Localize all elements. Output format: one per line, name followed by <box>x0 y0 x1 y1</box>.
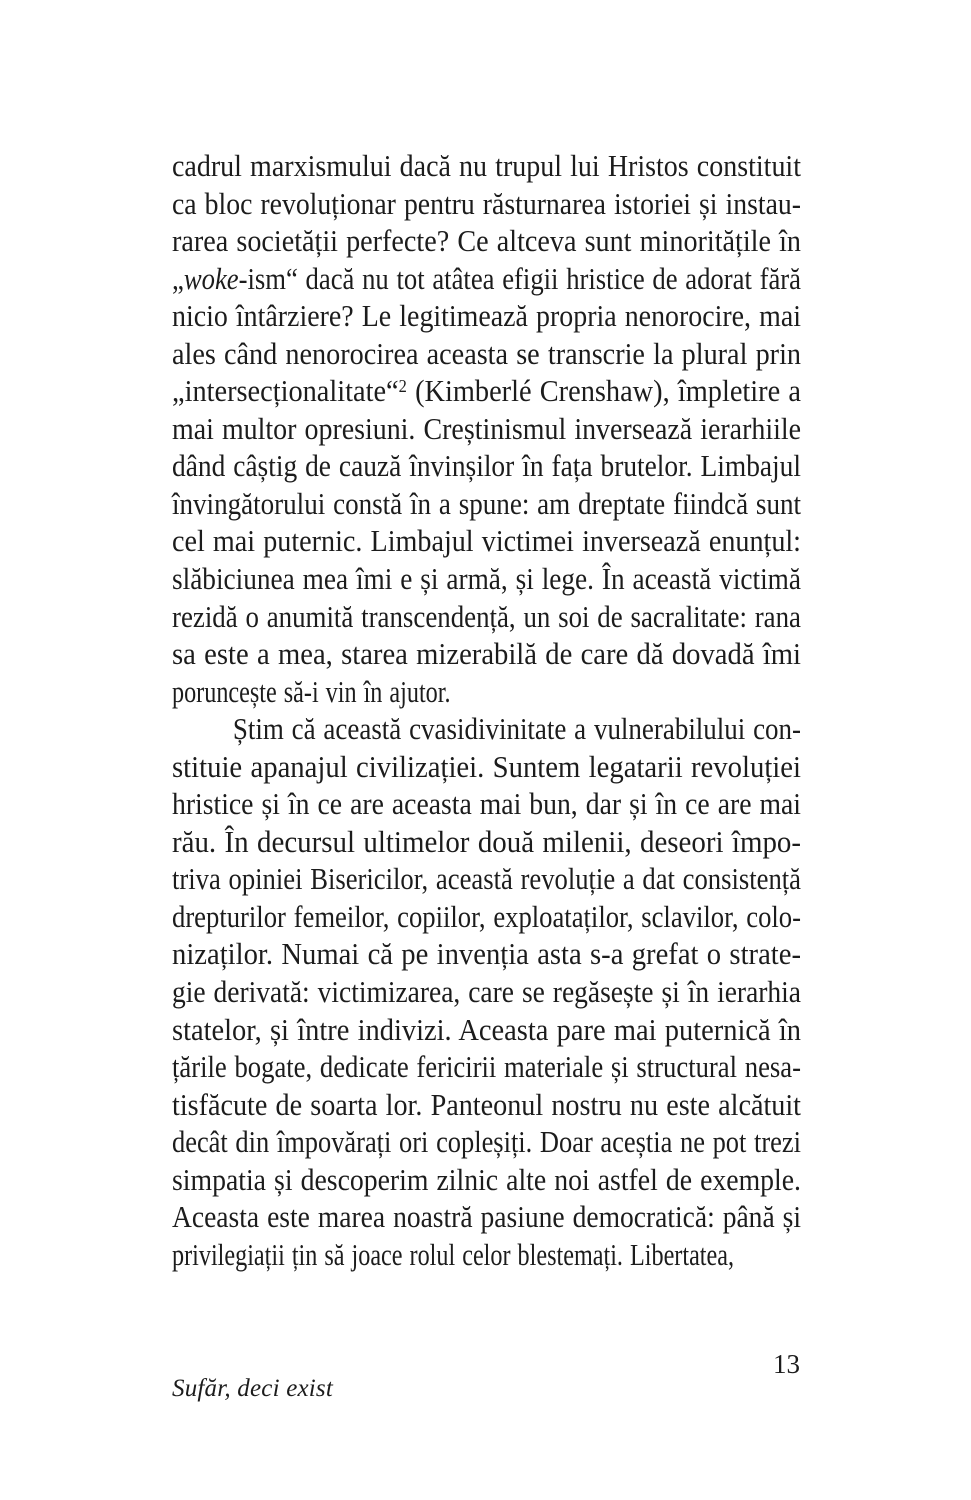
text-line: decât din împovărați ori copleșiți. Doar aceștia ne pot trezi <box>172 1124 801 1160</box>
text-line: tisfăcute de soarta lor. Panteonul nostru nu este alcătuit <box>172 1086 801 1122</box>
text-line: rarea societății perfecte? Ce altceva sunt minoritățile în <box>172 223 801 259</box>
text-line: ales când nenorocirea aceasta se transcrie la plural prin <box>172 335 801 371</box>
text-line: simpatia și descoperim zilnic alte noi astfel de exemple. <box>172 1161 801 1197</box>
paragraph <box>172 147 801 710</box>
text-line: poruncește să-i vin în ajutor. <box>172 673 451 709</box>
text-line: slăbiciunea mea îmi e și armă, și lege. În această victimă <box>172 561 801 597</box>
text-line: privilegiații țin să joace rolul celor blestemați. Libertatea, <box>172 1236 735 1272</box>
text-line: drepturilor femeilor, copiilor, exploataților, sclavilor, colo- <box>172 898 801 934</box>
text-line: gie derivată: victimizarea, care se regăsește și în ierarhia <box>172 974 801 1010</box>
text-line: nizaților. Numai că pe invenția asta s-a grefat o strate- <box>172 936 801 972</box>
body-text <box>172 147 801 1273</box>
text-line: Știm că această cvasidivinitate a vulnerabilului con- <box>172 710 801 748</box>
text-line: triva opiniei Bisericilor, această revoluție a dat consistență <box>172 861 801 897</box>
footnote-reference: 2 <box>398 376 407 397</box>
text-line: hristice și în ce are aceasta mai bun, dar și în ce are mai <box>172 786 801 822</box>
text-line: rău. În decursul ultimelor două milenii, deseori împo- <box>172 823 801 859</box>
running-title: Sufăr, deci exist <box>172 1375 334 1402</box>
text-line: învingătorului constă în a spune: am dreptate fiindcă sunt <box>172 485 801 521</box>
text-line: Aceasta este marea noastră pasiune democratică: până și <box>172 1199 801 1235</box>
text-line: mai multor opresiuni. Creștinismul inversează ierarhiile <box>172 410 801 446</box>
text-line: nicio întârziere? Le legitimează propria nenorocire, mai <box>172 298 801 334</box>
text-line: cadrul marxismului dacă nu trupul lui Hristos constituit <box>172 148 801 183</box>
text-line: rezidă o anumită transcendență, un soi de sacralitate: rana <box>172 598 801 634</box>
paragraph <box>172 710 801 1273</box>
text-line: „intersecționalitate“$^2$ (Kimberlé Crenshaw), împletire a <box>172 373 801 409</box>
text-line: statelor, și între indivizi. Aceasta pare mai puternică în <box>172 1011 801 1047</box>
text-line: „woke-ism“ dacă nu tot atâtea efigii hristice de adorat fără <box>172 260 801 296</box>
text-line: sa este a mea, starea mizerabilă de care dă dovadă îmi <box>172 636 801 672</box>
text-line: ca bloc revoluționar pentru răsturnarea istoriei și instau- <box>172 185 801 221</box>
text-line: stituie apanajul civilizației. Suntem legatarii revoluției <box>172 748 801 784</box>
paragraph-indent <box>172 738 233 739</box>
text-line: țările bogate, dedicate fericirii materiale și structural nesa- <box>172 1049 801 1085</box>
italic-text: woke <box>183 260 239 296</box>
text-line: cel mai puternic. Limbajul victimei inversează enunțul: <box>172 523 801 559</box>
page-number: 13 <box>773 1349 800 1379</box>
text-line: dând câștig de cauză învinșilor în fața brutelor. Limbajul <box>172 448 801 484</box>
